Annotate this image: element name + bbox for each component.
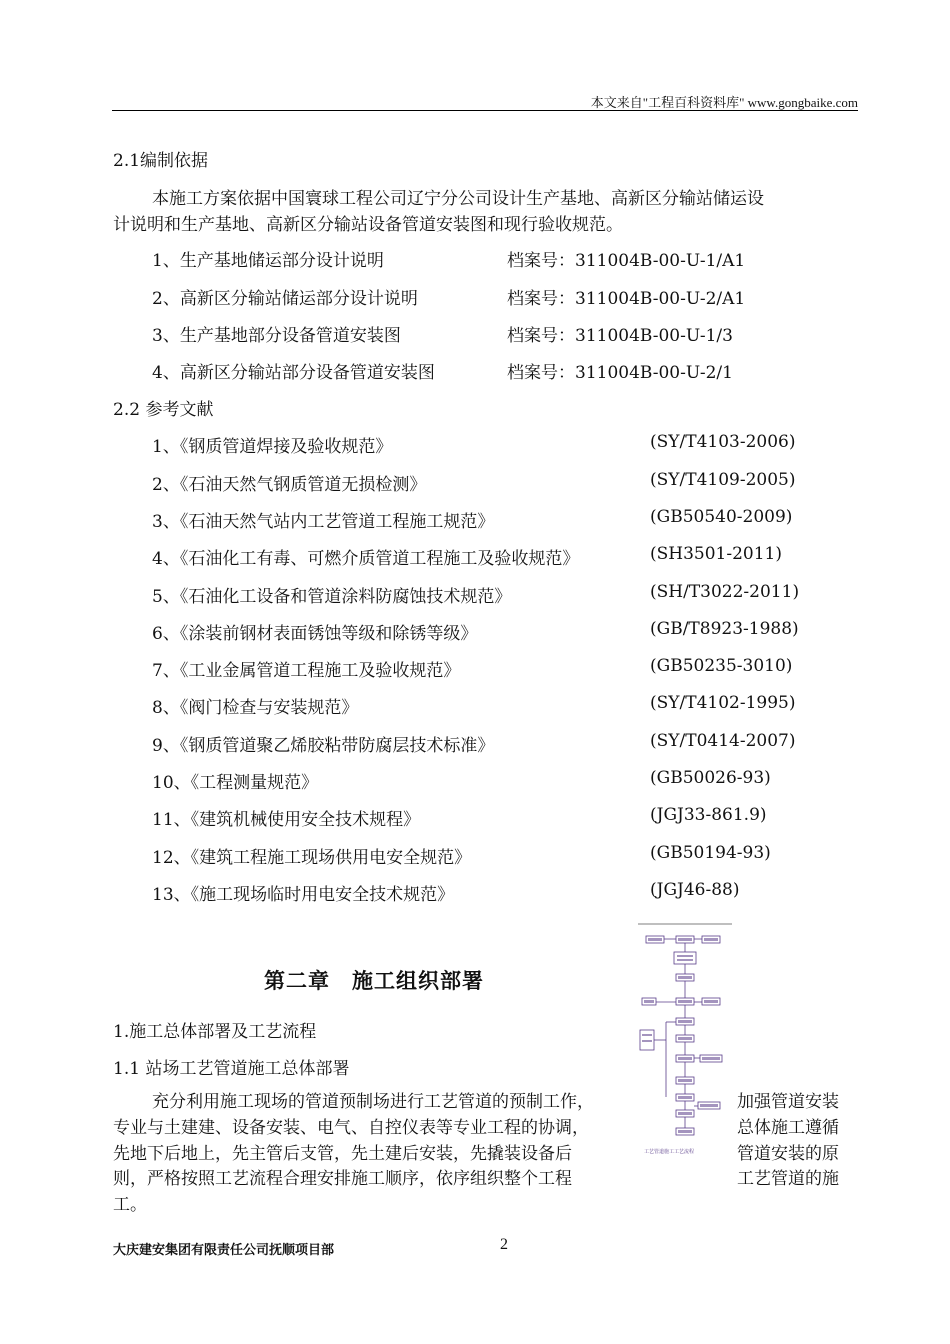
reference-title: 13、《施工现场临时用电安全技术规范》: [152, 885, 455, 905]
paragraph-line-right: 工艺管道的施: [737, 1169, 839, 1189]
paragraph-line: 专业与土建建、设备安装、电气、自控仪表等专业工程的协调，: [113, 1118, 589, 1138]
paragraph-line-right: 加强管道安装: [737, 1092, 839, 1112]
basis-item-code: 档案号：311004B-00-U-2/1: [507, 363, 733, 383]
reference-title: 1、《钢质管道焊接及验收规范》: [152, 437, 393, 457]
section-2-1-intro-line2: 计说明和生产基地、高新区分输站设备管道安装图和现行验收规范。: [113, 215, 623, 235]
basis-item-code: 档案号：311004B-00-U-1/3: [507, 326, 733, 346]
paragraph-line-right: 总体施工遵循: [737, 1118, 839, 1138]
reference-code: (SY/T4103-2006): [650, 432, 796, 452]
reference-title: 5、《石油化工设备和管道涂料防腐蚀技术规范》: [152, 587, 512, 607]
reference-code: (GB50235-3010): [650, 656, 793, 676]
reference-title: 8、《阀门检查与安装规范》: [152, 698, 359, 718]
process-flowchart: [636, 922, 733, 1159]
reference-title: 10、《工程测量规范》: [152, 773, 319, 793]
basis-item-title: 3、生产基地部分设备管道安装图: [152, 326, 401, 346]
flowchart-graphic: [636, 922, 733, 1159]
reference-code: (GB50026-93): [650, 768, 771, 788]
flowchart-caption: 工艺管道施工工艺流程: [644, 1149, 695, 1155]
paragraph-line-right: 管道安装的原: [737, 1144, 839, 1164]
reference-code: (GB/T8923-1988): [650, 619, 799, 639]
reference-code: (SY/T4109-2005): [650, 470, 796, 490]
reference-code: (GB50540-2009): [650, 507, 793, 527]
header-source-text: 本文来自"工程百科资料库" www.gongbaike.com: [590, 95, 858, 110]
section-2-2-heading: 2.2 参考文献: [113, 400, 214, 420]
page-number: 2: [500, 1236, 508, 1253]
basis-item-title: 2、高新区分输站储运部分设计说明: [152, 289, 418, 309]
basis-item-title: 4、高新区分输站部分设备管道安装图: [152, 363, 435, 383]
paragraph-line: 工。: [113, 1195, 147, 1215]
reference-title: 4、《石油化工有毒、可燃介质管道工程施工及验收规范》: [152, 549, 580, 569]
reference-title: 9、《钢质管道聚乙烯胶粘带防腐层技术标准》: [152, 736, 495, 756]
section-1-1-heading: 1.1 站场工艺管道施工总体部署: [113, 1059, 350, 1079]
basis-item-title: 1、生产基地储运部分设计说明: [152, 251, 384, 271]
reference-title: 11、《建筑机械使用安全技术规程》: [152, 810, 421, 830]
reference-code: (GB50194-93): [650, 843, 771, 863]
header-rule: [112, 110, 858, 111]
basis-item-code: 档案号：311004B-00-U-2/A1: [507, 289, 746, 309]
reference-title: 2、《石油天然气钢质管道无损检测》: [152, 475, 427, 495]
chapter-title: 施工组织部署: [352, 968, 484, 993]
reference-title: 6、《涂装前钢材表面锈蚀等级和除锈等级》: [152, 624, 478, 644]
reference-title: 12、《建筑工程施工现场供用电安全规范》: [152, 848, 472, 868]
section-1-heading: 1.施工总体部署及工艺流程: [113, 1022, 317, 1042]
section-2-1-heading: 2.1编制依据: [113, 151, 209, 171]
section-2-1-intro-line1: 本施工方案依据中国寰球工程公司辽宁分公司设计生产基地、高新区分输站储运设: [152, 189, 764, 209]
reference-code: (JGJ33-861.9): [650, 805, 767, 825]
chapter-heading: [264, 965, 484, 995]
chapter-number: 第二章: [264, 968, 330, 993]
paragraph-line: 则，严格按照工艺流程合理安排施工顺序，依序组织整个工程: [113, 1169, 572, 1189]
paragraph-line: 先地下后地上，先主管后支管，先土建后安装，先撬装设备后: [113, 1144, 572, 1164]
paragraph-line: 充分利用施工现场的管道预制场进行工艺管道的预制工作，: [152, 1092, 594, 1112]
reference-title: 7、《工业金属管道工程施工及验收规范》: [152, 661, 461, 681]
reference-title: 3、《石油天然气站内工艺管道工程施工规范》: [152, 512, 495, 532]
basis-item-code: 档案号：311004B-00-U-1/A1: [507, 251, 746, 271]
footer-company: 大庆建安集团有限责任公司抚顺项目部: [113, 1243, 335, 1258]
reference-code: (SH/T3022-2011): [650, 582, 800, 602]
reference-code: (SY/T4102-1995): [650, 693, 796, 713]
reference-code: (JGJ46-88): [650, 880, 740, 900]
reference-code: (SH3501-2011): [650, 544, 783, 564]
reference-code: (SY/T0414-2007): [650, 731, 796, 751]
